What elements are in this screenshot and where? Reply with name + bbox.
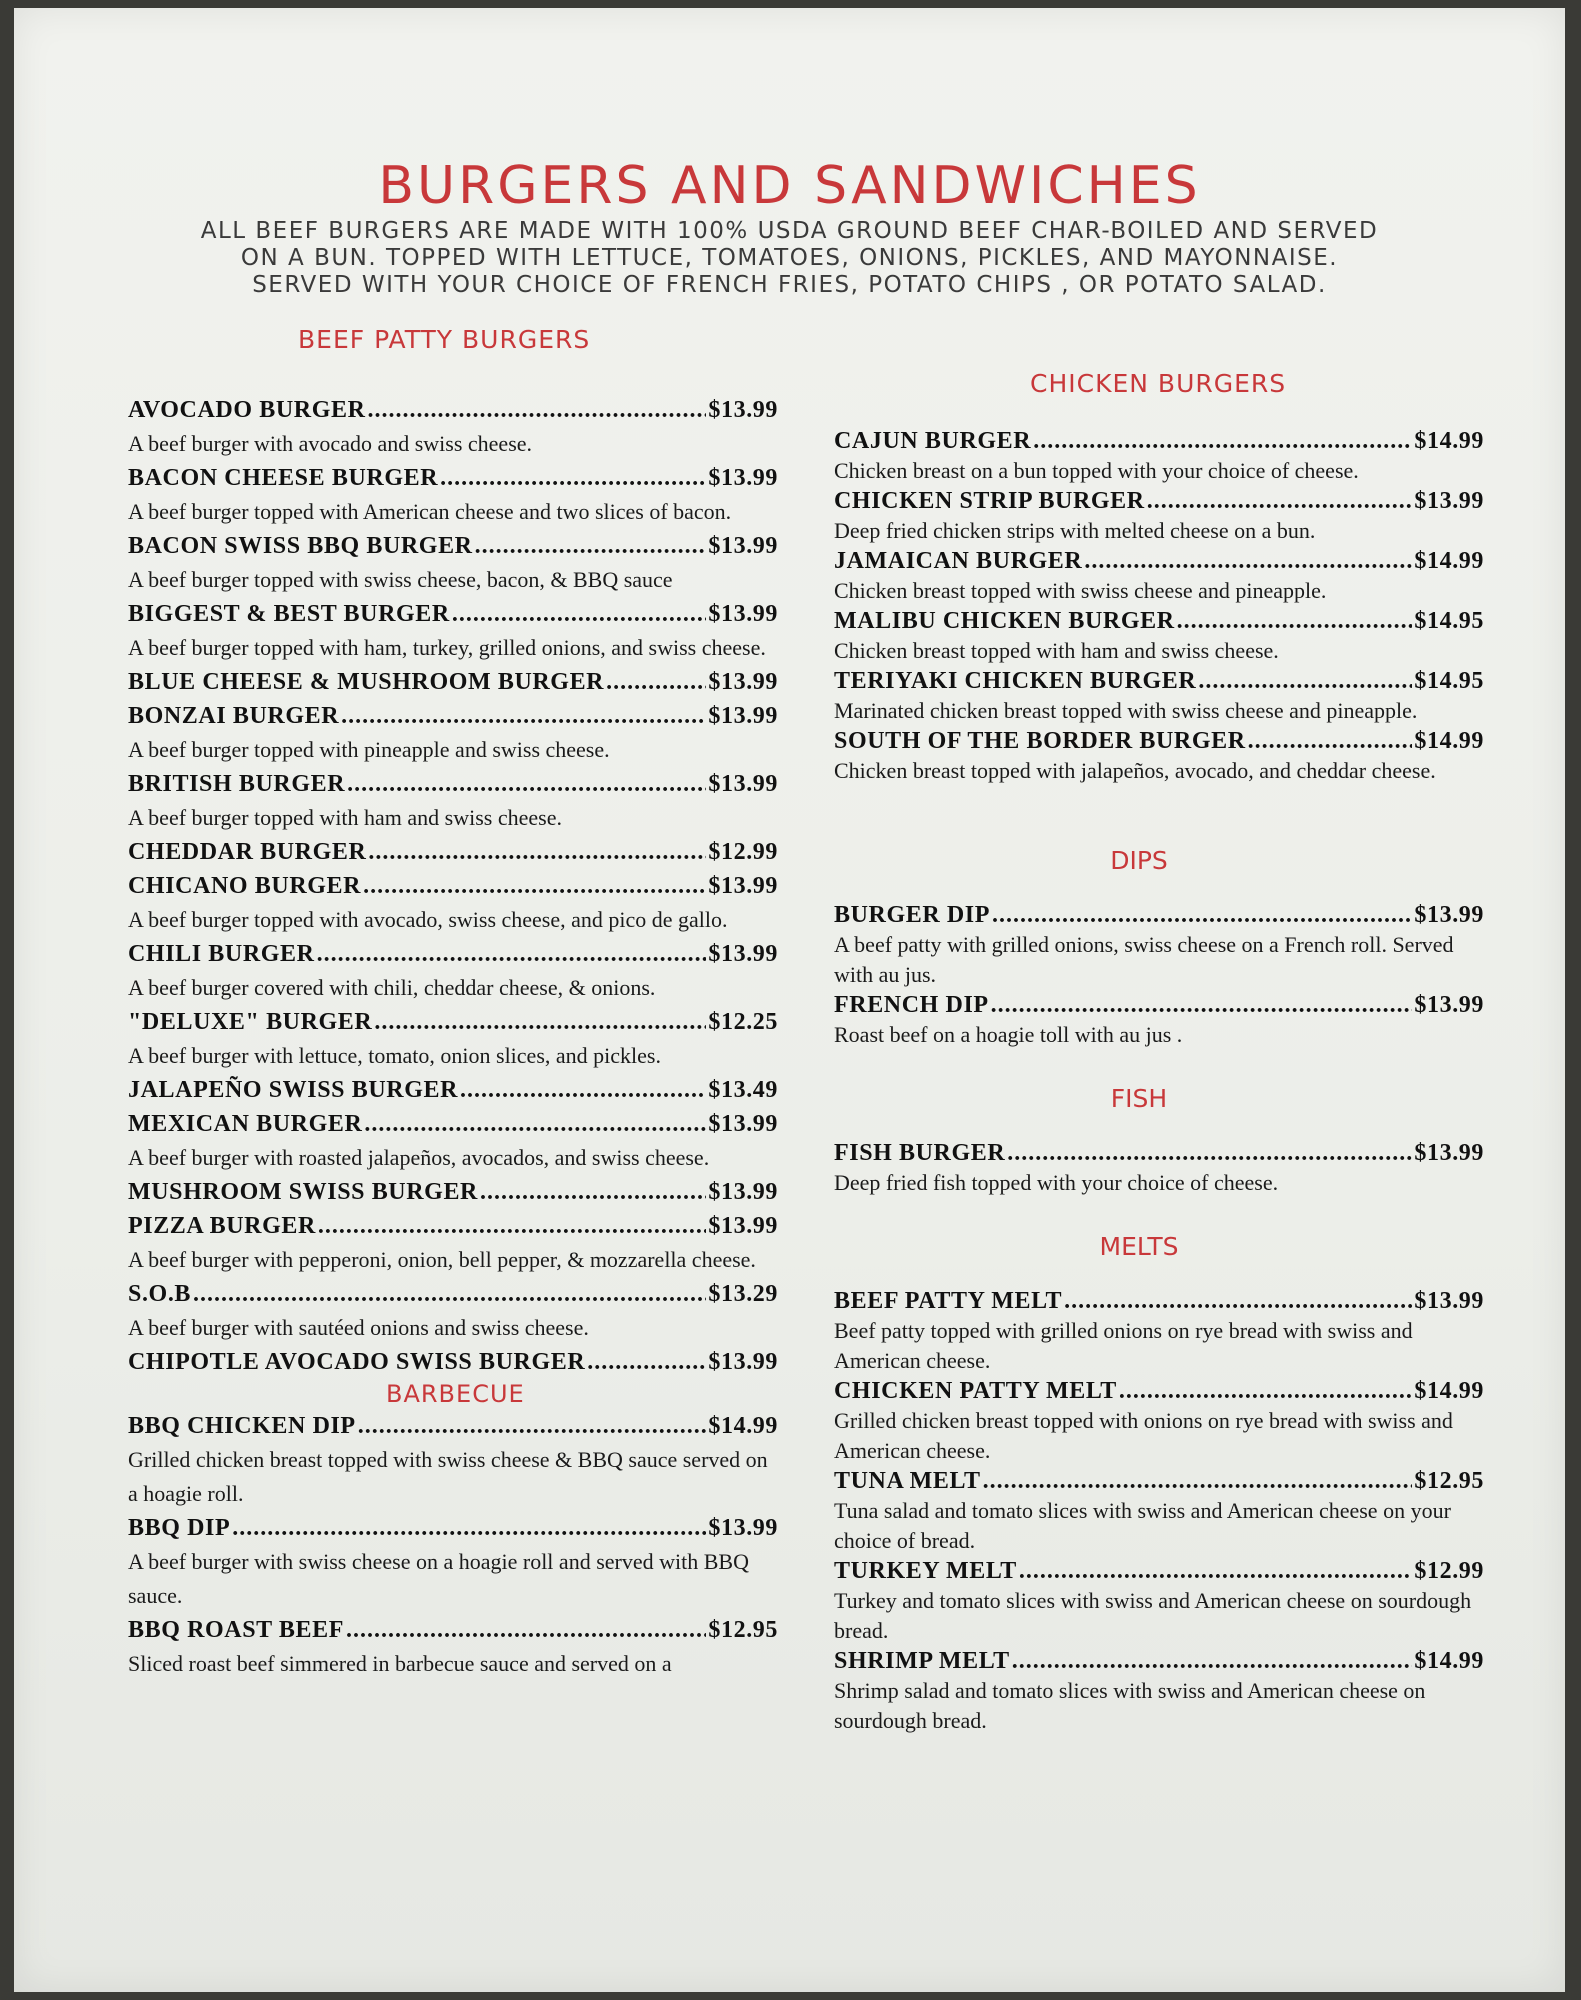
menu-item-price: $12.99 (1414, 1558, 1484, 1584)
dot-leader (341, 699, 706, 733)
menu-item-name: TURKEY MELT (834, 1558, 1017, 1584)
menu-item-name: BBQ DIP (128, 1515, 231, 1541)
menu-item-name: TUNA MELT (834, 1468, 981, 1494)
menu-item-description: Grilled chicken breast topped with onions on rye bread with swiss and American cheese. (834, 1408, 1453, 1463)
dot-leader (346, 1613, 706, 1647)
menu-item-header (128, 461, 778, 495)
menu-subtitle (170, 218, 1410, 299)
menu-item-description: Deep fried chicken strips with melted cheese on a bun. (834, 518, 1316, 543)
menu-item-price: $12.95 (1414, 1468, 1484, 1494)
menu-item-price: $13.99 (708, 669, 778, 695)
menu-item-header (834, 1138, 1484, 1168)
beef-burger-list (128, 393, 778, 1379)
menu-item-header (834, 1286, 1484, 1316)
menu-item-header (128, 1511, 778, 1545)
menu-item-header (834, 900, 1484, 930)
menu-item-name: JALAPEÑO SWISS BURGER (128, 1077, 459, 1103)
menu-item-header (128, 1107, 778, 1141)
menu-item-header (834, 1466, 1484, 1496)
menu-item (128, 699, 778, 767)
menu-item-description: Grilled chicken breast topped with swiss cheese & BBQ sauce served on a hoagie roll. (128, 1447, 768, 1506)
menu-item-description: Beef patty topped with grilled onions on rye bread with swiss and American cheese. (834, 1318, 1413, 1373)
menu-item (834, 726, 1484, 786)
menu-item-name: FISH BURGER (834, 1140, 1006, 1166)
dot-leader (1248, 726, 1413, 756)
menu-item (834, 426, 1484, 486)
menu-item-description: Sliced roast beef simmered in barbecue sauce and served on a (128, 1651, 672, 1676)
menu-item-name: BBQ ROAST BEEF (128, 1617, 345, 1643)
menu-item-header (128, 1073, 778, 1107)
menu-item-price: $13.99 (708, 533, 778, 559)
menu-item-description: A beef burger covered with chili, cheddar cheese, & onions. (128, 975, 656, 1000)
dot-leader (587, 1345, 706, 1379)
menu-item-name: BONZAI BURGER (128, 703, 340, 729)
menu-item-name: CHILI BURGER (128, 941, 315, 967)
dot-leader (452, 597, 707, 631)
menu-item-header (128, 393, 778, 427)
chicken-burgers-heading: CHICKEN BURGERS (1030, 369, 1287, 398)
menu-item-price: $12.95 (708, 1617, 778, 1643)
menu-item-price: $13.99 (708, 703, 778, 729)
menu-item-name: MUSHROOM SWISS BURGER (128, 1179, 478, 1205)
menu-item-description: A beef burger topped with ham, turkey, grilled onions, and swiss cheese. (128, 635, 766, 660)
menu-item-name: CAJUN BURGER (834, 428, 1032, 454)
menu-item-price: $13.99 (708, 397, 778, 423)
menu-item-price: $13.99 (1414, 902, 1484, 928)
menu-item-price: $13.99 (708, 1515, 778, 1541)
menu-item-price: $14.99 (1414, 1378, 1484, 1404)
menu-item-price: $13.99 (1414, 1288, 1484, 1314)
dot-leader (991, 990, 1413, 1020)
menu-item-price: $13.49 (708, 1077, 778, 1103)
dot-leader (440, 461, 706, 495)
dot-leader (1064, 1286, 1412, 1316)
menu-item-name: CHICANO BURGER (128, 873, 362, 899)
menu-item-price: $13.99 (1414, 1140, 1484, 1166)
menu-item (128, 937, 778, 1005)
menu-item-header (834, 1556, 1484, 1586)
menu-item-description: Roast beef on a hoagie toll with au jus . (834, 1022, 1183, 1047)
menu-item-description: A beef burger topped with ham and swiss cheese. (128, 805, 562, 830)
dot-leader (983, 1466, 1413, 1496)
menu-item-header (128, 1345, 778, 1379)
subtitle-line: ON A BUN. TOPPED WITH LETTUCE, TOMATOES, ONIONS, PICKLES, AND MAYONNAISE. (240, 245, 1339, 271)
menu-item-price: $13.99 (708, 1213, 778, 1239)
menu-item (834, 990, 1484, 1050)
menu-item (128, 461, 778, 529)
menu-item-price: $14.99 (1414, 1648, 1484, 1674)
dot-leader (606, 665, 706, 699)
menu-item-name: BACON CHEESE BURGER (128, 465, 439, 491)
menu-item-description: A beef burger with pepperoni, onion, bell pepper, & mozzarella cheese. (128, 1247, 756, 1272)
menu-item (128, 1613, 778, 1681)
menu-item-description: Chicken breast on a bun topped with your choice of cheese. (834, 458, 1359, 483)
menu-item-price: $13.99 (708, 1179, 778, 1205)
menu-item-header (834, 1646, 1484, 1676)
menu-item-name: TERIYAKI CHICKEN BURGER (834, 668, 1197, 694)
melts-list (834, 1286, 1484, 1736)
menu-item-description: A beef burger topped with avocado, swiss cheese, and pico de gallo. (128, 907, 728, 932)
right-column (834, 426, 1484, 1736)
dot-leader (480, 1175, 706, 1209)
menu-item (834, 900, 1484, 990)
menu-item-name: SHRIMP MELT (834, 1648, 1010, 1674)
dot-leader (374, 1005, 706, 1039)
menu-item-name: CHICKEN PATTY MELT (834, 1378, 1117, 1404)
menu-item (128, 1345, 778, 1379)
menu-page (14, 8, 1565, 1992)
menu-item (834, 546, 1484, 606)
menu-item-name: BACON SWISS BBQ BURGER (128, 533, 473, 559)
menu-item-name: S.O.B (128, 1281, 192, 1307)
menu-item-price: $13.99 (708, 873, 778, 899)
menu-item-price: $13.99 (708, 941, 778, 967)
menu-item-description: Chicken breast topped with swiss cheese and pineapple. (834, 578, 1327, 603)
menu-item-description: A beef patty with grilled onions, swiss cheese on a French roll. Served with au jus. (834, 932, 1454, 987)
menu-item-name: PIZZA BURGER (128, 1213, 316, 1239)
menu-item-price: $13.99 (708, 465, 778, 491)
dot-leader (318, 1209, 706, 1243)
menu-item (128, 1511, 778, 1613)
menu-item-price: $14.99 (1414, 548, 1484, 574)
dot-leader (347, 767, 706, 801)
menu-item (128, 767, 778, 835)
menu-item-description: A beef burger topped with swiss cheese, bacon, & BBQ sauce (128, 567, 673, 592)
menu-item (834, 1138, 1484, 1198)
menu-item-header (834, 486, 1484, 516)
menu-item-name: CHICKEN STRIP BURGER (834, 488, 1145, 514)
menu-item-price: $13.99 (1414, 488, 1484, 514)
menu-item-price: $14.99 (1414, 428, 1484, 454)
dot-leader (1007, 1138, 1412, 1168)
menu-item-description: A beef burger topped with American cheese and two slices of bacon. (128, 499, 732, 524)
page-title: BURGERS AND SANDWICHES (378, 156, 1201, 216)
beef-patty-heading: BEEF PATTY BURGERS (298, 325, 591, 354)
menu-item-description: Chicken breast topped with ham and swiss cheese. (834, 638, 1279, 663)
menu-item-header (128, 1175, 778, 1209)
menu-item-name: MALIBU CHICKEN BURGER (834, 608, 1175, 634)
menu-item (128, 1175, 778, 1209)
menu-item-name: AVOCADO BURGER (128, 397, 366, 423)
menu-item-name: "DELUXE" BURGER (128, 1009, 373, 1035)
menu-item (128, 1409, 778, 1511)
menu-item-name: JAMAICAN BURGER (834, 548, 1083, 574)
dot-leader (368, 393, 707, 427)
dot-leader (232, 1511, 706, 1545)
menu-item-header (128, 869, 778, 903)
menu-item (128, 393, 778, 461)
dot-leader (317, 937, 707, 971)
menu-item-price: $14.95 (1414, 608, 1484, 634)
left-column (128, 393, 778, 1681)
menu-item-description: A beef burger with swiss cheese on a hoagie roll and served with BBQ sauce. (128, 1549, 749, 1608)
fish-list (834, 1138, 1484, 1198)
menu-item (834, 606, 1484, 666)
menu-item-description: A beef burger with avocado and swiss cheese. (128, 431, 533, 456)
menu-item-description: Turkey and tomato slices with swiss and American cheese on sourdough bread. (834, 1588, 1472, 1643)
menu-item-price: $13.99 (708, 1111, 778, 1137)
menu-item (128, 835, 778, 869)
menu-item-header (834, 426, 1484, 456)
menu-item-description: A beef burger topped with pineapple and swiss cheese. (128, 737, 610, 762)
menu-item-price: $13.99 (708, 601, 778, 627)
menu-item-price: $14.99 (708, 1413, 778, 1439)
menu-item-header (128, 1613, 778, 1647)
menu-item-description: A beef burger with roasted jalapeños, avocados, and swiss cheese. (128, 1145, 710, 1170)
dot-leader (358, 1409, 707, 1443)
menu-item (834, 1556, 1484, 1646)
menu-item-header (128, 1409, 778, 1443)
menu-item-price: $14.99 (1414, 728, 1484, 754)
menu-item-name: FRENCH DIP (834, 992, 989, 1018)
menu-item-name: BIGGEST & BEST BURGER (128, 601, 450, 627)
dot-leader (364, 1107, 706, 1141)
menu-item (128, 529, 778, 597)
menu-item (834, 666, 1484, 726)
melts-heading: MELTS (1099, 1232, 1179, 1261)
menu-item (128, 597, 778, 665)
menu-item-header (834, 726, 1484, 756)
menu-item (834, 1646, 1484, 1736)
menu-item-header (128, 1209, 778, 1243)
dot-leader (193, 1277, 706, 1311)
menu-item-description: Tuna salad and tomato slices with swiss and American cheese on your choice of bread. (834, 1498, 1451, 1553)
dot-leader (1198, 666, 1412, 696)
menu-item (834, 1286, 1484, 1376)
menu-item (128, 1005, 778, 1073)
menu-item-description: A beef burger with sautéed onions and swiss cheese. (128, 1315, 589, 1340)
menu-item-header (128, 835, 778, 869)
dips-heading: DIPS (1110, 846, 1168, 875)
barbecue-list (128, 1409, 778, 1681)
dot-leader (1177, 606, 1413, 636)
menu-item-price: $13.99 (1414, 992, 1484, 1018)
dot-leader (363, 869, 706, 903)
menu-item-header (128, 937, 778, 971)
menu-item-price: $13.99 (708, 1349, 778, 1375)
barbecue-heading: BARBECUE (386, 1380, 525, 1408)
menu-item-name: SOUTH OF THE BORDER BURGER (834, 728, 1246, 754)
menu-item (128, 1073, 778, 1107)
menu-item-header (128, 699, 778, 733)
dips-list (834, 900, 1484, 1050)
menu-item (834, 1466, 1484, 1556)
menu-item-header (128, 767, 778, 801)
menu-item-header (128, 597, 778, 631)
menu-item-description: A beef burger with lettuce, tomato, onion slices, and pickles. (128, 1043, 661, 1068)
dot-leader (368, 835, 706, 869)
menu-item-name: CHIPOTLE AVOCADO SWISS BURGER (128, 1349, 586, 1375)
menu-item-header (128, 1277, 778, 1311)
menu-item (128, 1107, 778, 1175)
menu-item-name: BURGER DIP (834, 902, 991, 928)
dot-leader (1084, 546, 1412, 576)
dot-leader (1147, 486, 1413, 516)
dot-leader (1033, 426, 1412, 456)
menu-item-description: Shrimp salad and tomato slices with swiss and American cheese on sourdough bread. (834, 1678, 1426, 1733)
menu-item-price: $14.95 (1414, 668, 1484, 694)
fish-heading: FISH (1110, 1084, 1168, 1113)
menu-item-description: Marinated chicken breast topped with swiss cheese and pineapple. (834, 698, 1418, 723)
menu-item-name: CHEDDAR BURGER (128, 839, 367, 865)
menu-item-price: $13.99 (708, 771, 778, 797)
menu-item-name: BRITISH BURGER (128, 771, 346, 797)
dot-leader (1119, 1376, 1413, 1406)
menu-item-header (834, 546, 1484, 576)
menu-item (834, 486, 1484, 546)
menu-item-name: MEXICAN BURGER (128, 1111, 363, 1137)
menu-item-header (834, 606, 1484, 636)
menu-item-name: BLUE CHEESE & MUSHROOM BURGER (128, 669, 605, 695)
dot-leader (1019, 1556, 1413, 1586)
menu-item-header (834, 1376, 1484, 1406)
chicken-burger-list (834, 426, 1484, 786)
menu-item (128, 869, 778, 937)
menu-item-header (128, 665, 778, 699)
dot-leader (460, 1073, 706, 1107)
subtitle-line: ALL BEEF BURGERS ARE MADE WITH 100% USDA GROUND BEEF CHAR-BOILED AND SERVED (200, 218, 1379, 244)
menu-item-price: $13.29 (708, 1281, 778, 1307)
menu-item-name: BEEF PATTY MELT (834, 1288, 1063, 1314)
menu-item-name: BBQ CHICKEN DIP (128, 1413, 356, 1439)
menu-item-header (128, 1005, 778, 1039)
menu-item (128, 1277, 778, 1345)
dot-leader (992, 900, 1412, 930)
menu-item-price: $12.99 (708, 839, 778, 865)
menu-item-header (834, 666, 1484, 696)
menu-item (834, 1376, 1484, 1466)
menu-item-price: $12.25 (708, 1009, 778, 1035)
menu-header (14, 158, 1565, 299)
dot-leader (1012, 1646, 1413, 1676)
menu-item (128, 1209, 778, 1277)
menu-item-description: Chicken breast topped with jalapeños, avocado, and cheddar cheese. (834, 758, 1436, 783)
menu-item-header (128, 529, 778, 563)
dot-leader (475, 529, 707, 563)
menu-item (128, 665, 778, 699)
subtitle-line: SERVED WITH YOUR CHOICE OF FRENCH FRIES, POTATO CHIPS , OR POTATO SALAD. (252, 272, 1327, 298)
menu-item-header (834, 990, 1484, 1020)
menu-item-description: Deep fried fish topped with your choice of cheese. (834, 1170, 1279, 1195)
